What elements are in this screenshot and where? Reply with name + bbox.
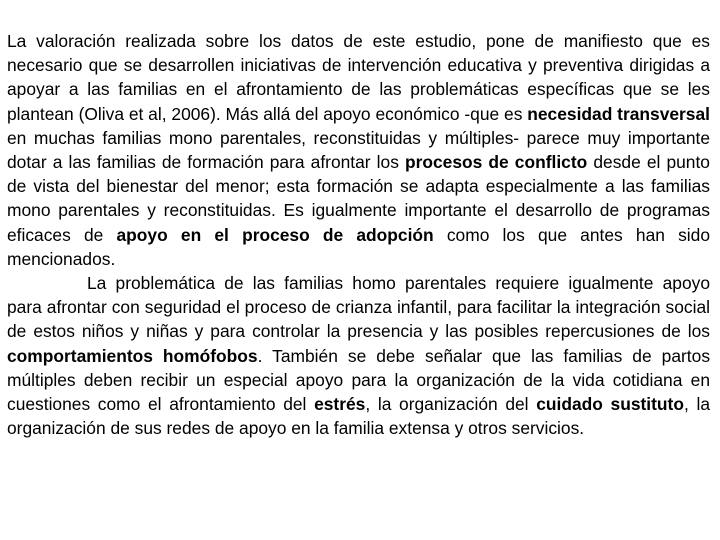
paragraph-2-text: La problemática de las familias homo parentales requiere igualmente apoyo para afrontar con seguridad el proceso de crianza infantil, para facilitar la integración social de estos niños y niñas y para controlar la presencia y las posibles repercusiones de los [7,273,710,342]
paragraph-1-text: La valoración realizada sobre los datos de este estudio, pone de manifiesto que es necesario que se desarrollen iniciativas de intervención educativa y preventiva dirigidas a apoyar a las familias en el afrontamiento de las problemáticas específicas que se les plantean (Oliva et al, 2006). Más allá del apoyo económico -que es [7,31,710,124]
paragraph-1-text: en muchas familias mono parentales, reconstituidas y múltiples- parece muy importante dotar a las familias de formación para afrontar los [7,127,710,173]
paragraph-1-text: desde el punto de vista del bienestar del menor; esta formación se adapta especialmente a las familias mono parentales y reconstituidas. Es igualmente importante el desarrollo de programas eficaces de [7,152,710,245]
emphasis-apoyo-adopcion: apoyo en el proceso de adopción [116,224,434,245]
emphasis-procesos-de-conflicto: procesos de conflicto [405,152,588,173]
paragraph-2 [7,271,710,440]
paragraph-1 [7,29,710,271]
paragraph-1-text: como los que antes han sido mencionados. [7,224,710,269]
paragraph-2-text: , la organización del [365,394,537,415]
paragraph-2-text: . También se debe señalar que las familias de partos múltiples deben recibir un especial apoyo para la organización de la vida cotidiana en cuestiones como el afrontamiento del [7,345,711,415]
emphasis-cuidado-sustituto: cuidado sustituto [536,394,684,415]
emphasis-estres: estrés [314,394,366,415]
emphasis-comportamientos-homofobos: comportamientos homófobos [7,345,258,366]
paragraph-2-text: , la organización de sus redes de apoyo en la familia extensa y otros servicios. [7,394,711,439]
emphasis-necesidad-transversal: necesidad transversal [527,103,710,124]
